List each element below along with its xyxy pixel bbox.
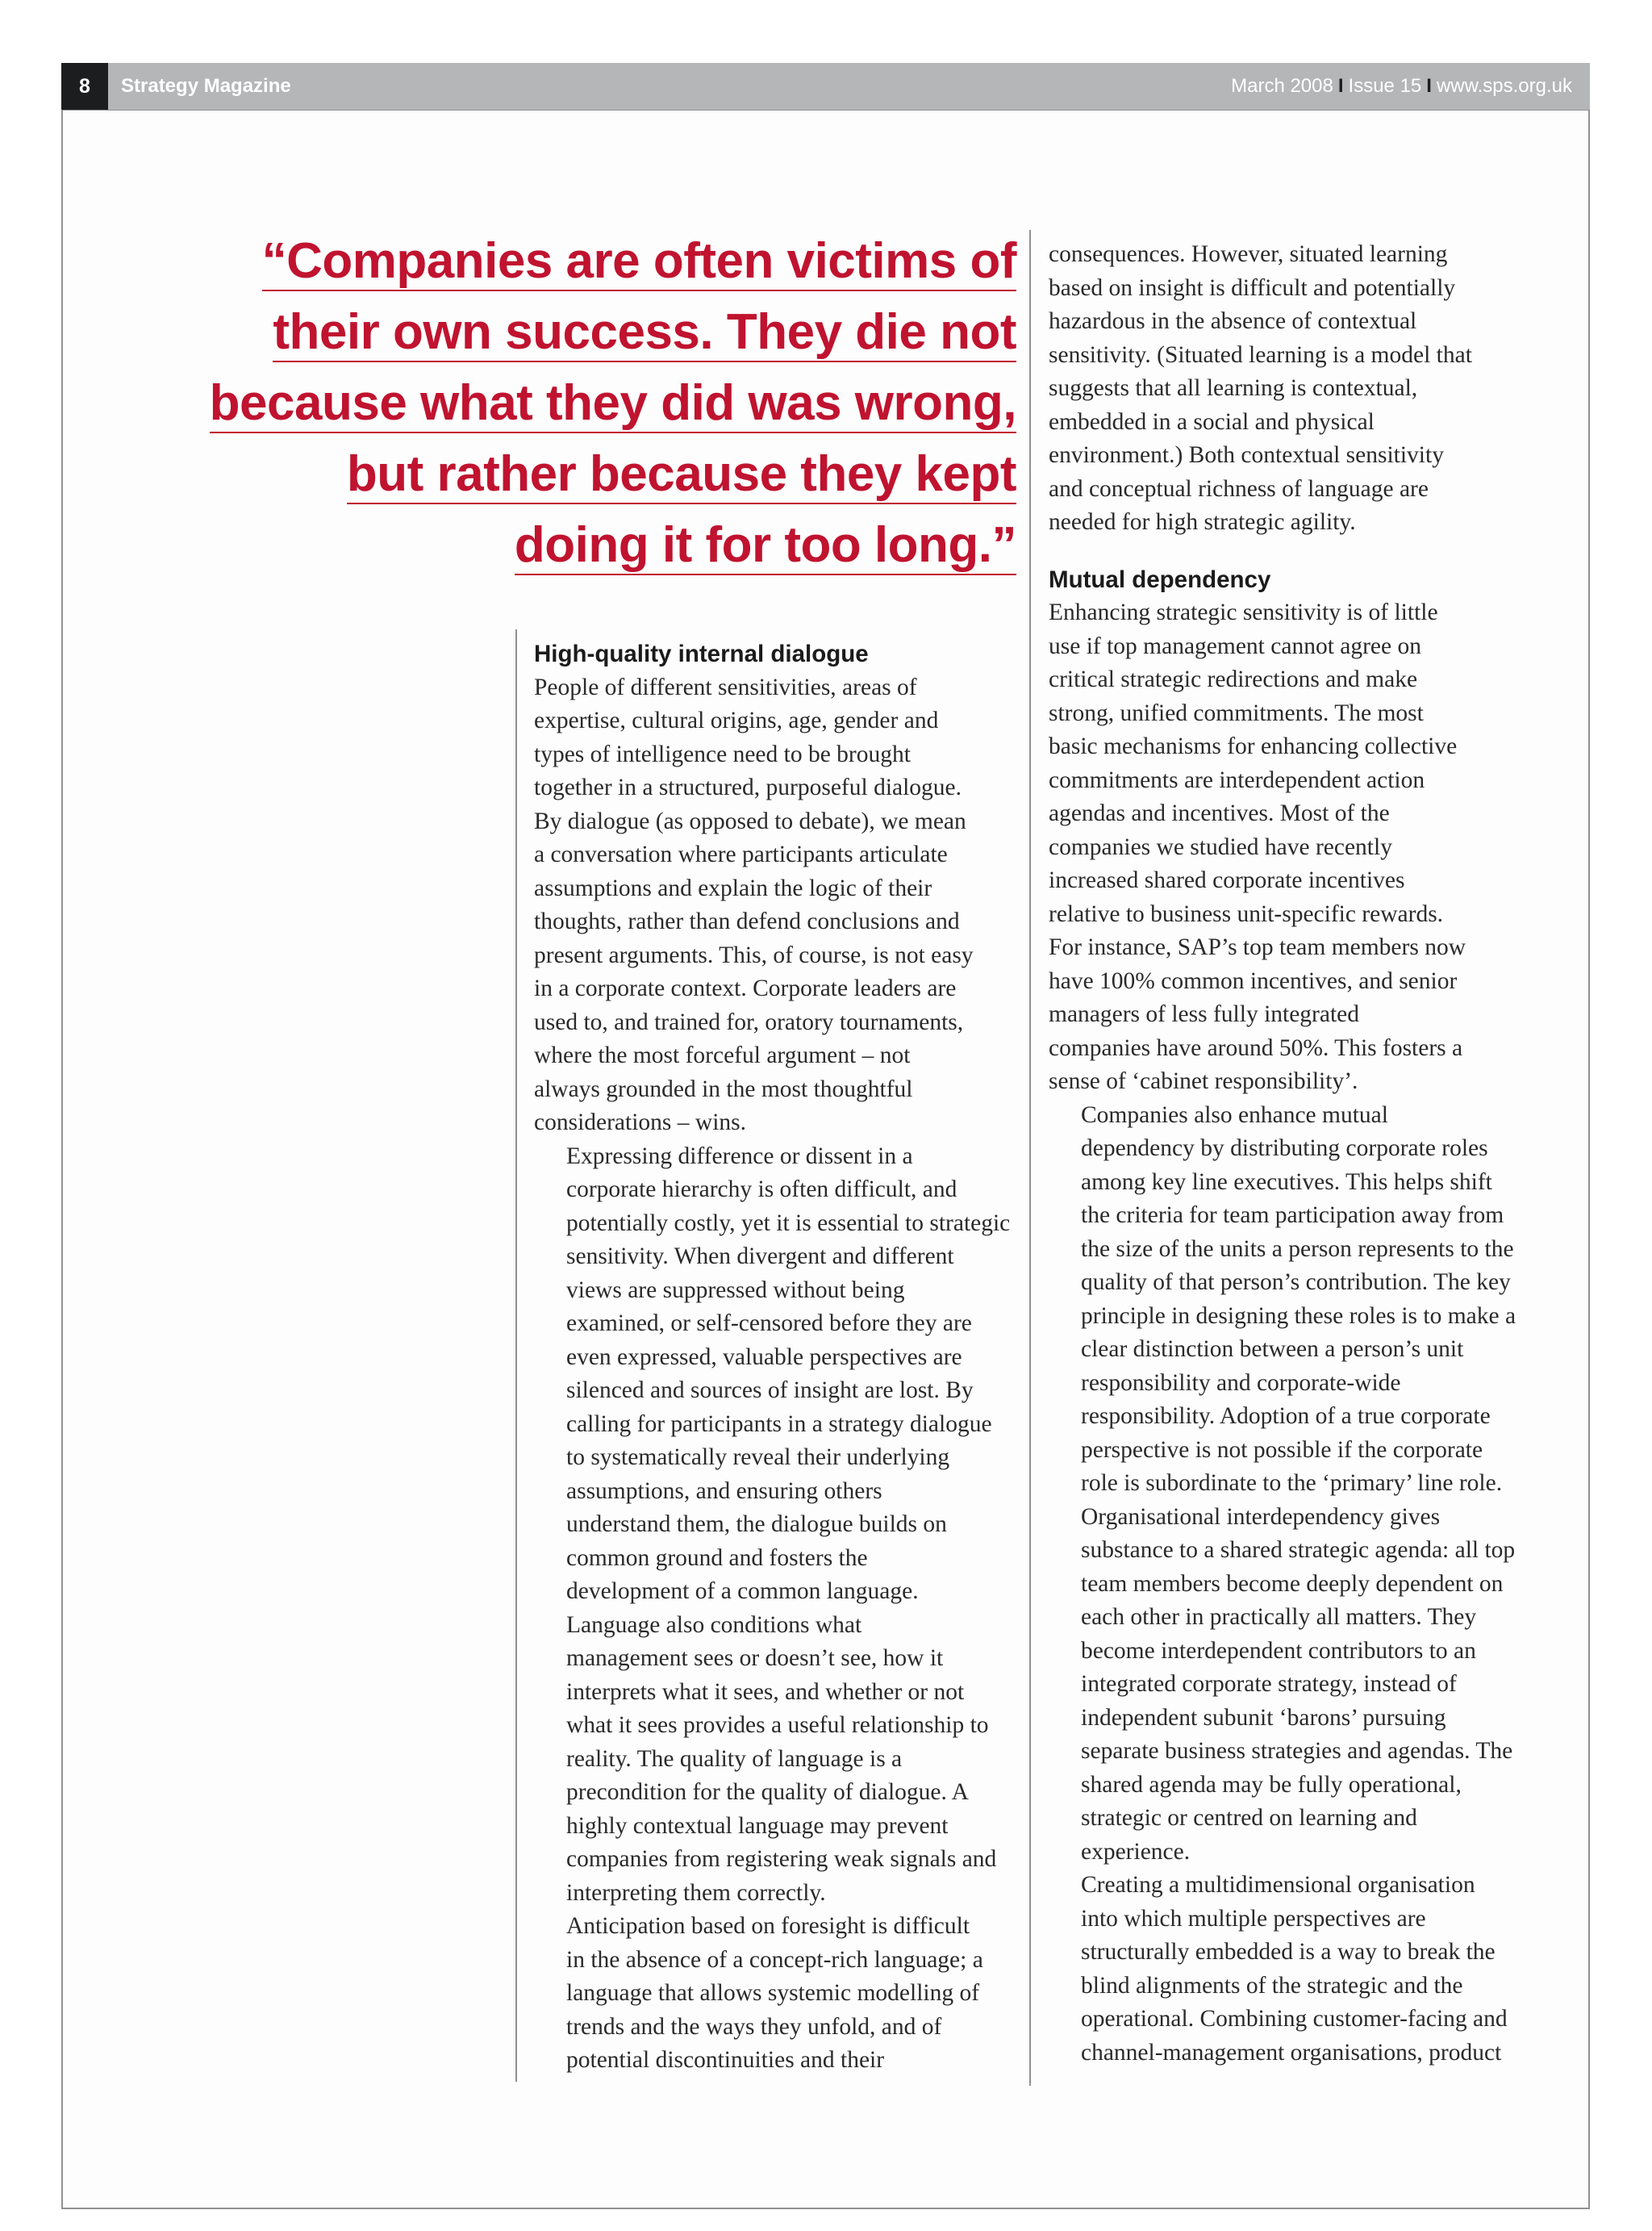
text-line: Organisational interdependency gives: [1081, 1503, 1441, 1530]
issue-date: March 2008: [1231, 75, 1333, 97]
pull-quote-line: “Companies are often victims of: [262, 233, 1016, 291]
text-line: always grounded in the most thoughtful: [534, 1076, 913, 1102]
text-line: development of a common language.: [566, 1578, 919, 1604]
header-bar: [61, 63, 1590, 111]
pull-quote-line: but rather because they kept: [347, 446, 1016, 504]
text-line: sensitivity. When divergent and different: [566, 1243, 954, 1269]
text-line: Enhancing strategic sensitivity is of little: [1049, 600, 1438, 625]
text-line: assumptions and explain the logic of their: [534, 875, 932, 901]
issue-info: [1231, 63, 1572, 110]
text-line: views are suppressed without being: [566, 1276, 905, 1303]
text-line: relative to business unit-specific rewards.: [1049, 900, 1444, 927]
text-line: present arguments. This, of course, is not easy: [534, 942, 974, 968]
paragraph: [1049, 1869, 1533, 2070]
magazine-title: Strategy Magazine: [121, 75, 291, 97]
text-line: shared agenda may be fully operational,: [1081, 1771, 1462, 1798]
text-line: clear distinction between a person’s unit: [1081, 1336, 1464, 1362]
text-line: used to, and trained for, oratory tournaments,: [534, 1009, 964, 1035]
text-line: what it sees provides a useful relationship to: [566, 1712, 989, 1738]
text-line: critical strategic redirections and make: [1049, 666, 1418, 692]
text-line: interpreting them correctly.: [566, 1879, 826, 1906]
text-line: together in a structured, purposeful dialogue.: [534, 775, 962, 800]
text-line: common ground and fosters the: [566, 1544, 868, 1571]
text-line: quality of that person’s contribution. The key: [1081, 1269, 1511, 1295]
text-line: expertise, cultural origins, age, gender and: [534, 708, 939, 733]
text-line: independent subunit ‘barons’ pursuing: [1081, 1704, 1446, 1731]
paragraph: [534, 1609, 1018, 1911]
text-line: perspective is not possible if the corporate: [1081, 1436, 1483, 1463]
text-line: managers of less fully integrated: [1049, 1001, 1360, 1027]
text-line: People of different sensitivities, areas of: [534, 674, 917, 700]
text-line: understand them, the dialogue builds on: [566, 1511, 947, 1537]
text-line: By dialogue (as opposed to debate), we mean: [534, 808, 966, 834]
separator: I: [1426, 75, 1432, 97]
text-line: structurally embedded is a way to break the: [1081, 1939, 1496, 1965]
pull-quote-line: their own success. They die not: [273, 304, 1016, 362]
text-line: potentially costly, yet it is essential to strategic: [566, 1210, 1011, 1236]
text-line: companies have around 50%. This fosters a: [1049, 1034, 1463, 1061]
text-line: precondition for the quality of dialogue. A: [566, 1779, 969, 1805]
text-line: strategic or centred on learning and: [1081, 1805, 1417, 1831]
text-line: examined, or self-censored before they are: [566, 1310, 972, 1336]
text-line: needed for high strategic agility.: [1049, 509, 1356, 535]
text-line: thoughts, rather than defend conclusions and: [534, 909, 960, 934]
text-line: each other in practically all matters. They: [1081, 1604, 1477, 1630]
text-line: embedded in a social and physical: [1049, 408, 1375, 435]
text-line: in the absence of a concept-rich language; a: [566, 1946, 983, 1973]
text-line: in a corporate context. Corporate leaders are: [534, 976, 957, 1001]
separator: I: [1337, 75, 1344, 97]
text-line: the size of the units a person represents to the: [1081, 1235, 1514, 1262]
paragraph: [534, 1140, 1018, 1609]
text-line: substance to a shared strategic agenda: all top: [1081, 1537, 1516, 1563]
text-line: have 100% common incentives, and senior: [1049, 967, 1458, 994]
text-line: Companies also enhance mutual: [1081, 1101, 1388, 1128]
text-line: among key line executives. This helps shift: [1081, 1168, 1492, 1195]
text-line: commitments are interdependent action: [1049, 767, 1425, 793]
text-line: For instance, SAP’s top team members now: [1049, 934, 1466, 960]
text-line: strong, unified commitments. The most: [1049, 700, 1424, 726]
pull-quote: [97, 226, 1016, 581]
text-line: dependency by distributing corporate roles: [1081, 1135, 1488, 1161]
text-line: and conceptual richness of language are: [1049, 475, 1429, 502]
text-line: channel-management organisations, product: [1081, 2039, 1502, 2066]
text-line: companies from registering weak signals and: [566, 1846, 997, 1872]
paragraph: [1049, 1501, 1533, 1870]
website-link[interactable]: www.sps.org.uk: [1436, 75, 1572, 97]
text-line: operational. Combining customer-facing and: [1081, 2006, 1508, 2032]
column-rule-middle: [1029, 230, 1031, 2086]
text-line: environment.) Both contextual sensitivity: [1049, 442, 1444, 468]
paragraph: [1049, 238, 1533, 540]
section-heading: High-quality internal dialogue: [534, 641, 869, 667]
paragraph: [1049, 1099, 1533, 1501]
text-line: trends and the ways they unfold, and of: [566, 2013, 942, 2040]
text-line: become interdependent contributors to an: [1081, 1637, 1476, 1664]
text-line: where the most forceful argument – not: [534, 1042, 911, 1068]
paragraph: [534, 671, 1018, 1140]
text-line: Creating a multidimensional organisation: [1081, 1872, 1475, 1898]
text-line: silenced and sources of insight are lost. By: [566, 1377, 974, 1403]
text-line: principle in designing these roles is to make a: [1081, 1302, 1516, 1329]
text-line: increased shared corporate incentives: [1049, 867, 1405, 893]
text-line: the criteria for team participation away from: [1081, 1202, 1504, 1228]
column-rule-left: [515, 629, 517, 2082]
text-line: basic mechanisms for enhancing collective: [1049, 733, 1458, 759]
text-line: team members become deeply dependent on: [1081, 1570, 1504, 1597]
text-line: agendas and incentives. Most of the: [1049, 800, 1390, 826]
text-line: highly contextual language may prevent: [566, 1812, 949, 1839]
text-line: sensitivity. (Situated learning is a model that: [1049, 341, 1472, 368]
text-line: Language also conditions what: [566, 1611, 862, 1638]
pull-quote-line: doing it for too long.”: [515, 517, 1016, 575]
text-line: corporate hierarchy is often difficult, and: [566, 1176, 957, 1202]
text-line: Expressing difference or dissent in a: [566, 1143, 913, 1169]
text-line: sense of ‘cabinet responsibility’.: [1049, 1068, 1358, 1094]
text-line: hazardous in the absence of contextual: [1049, 308, 1417, 334]
text-line: companies we studied have recently: [1049, 833, 1392, 860]
text-line: considerations – wins.: [534, 1109, 747, 1135]
paragraph: [534, 1910, 1018, 2078]
text-line: separate business strategies and agendas. The: [1081, 1738, 1513, 1764]
text-line: even expressed, valuable perspectives are: [566, 1343, 962, 1370]
paragraph: [1049, 596, 1533, 1099]
text-line: calling for participants in a strategy dialogue: [566, 1410, 992, 1437]
text-line: potential discontinuities and their: [566, 2047, 885, 2073]
text-line: role is subordinate to the ‘primary’ line role.: [1081, 1470, 1503, 1496]
text-line: experience.: [1081, 1838, 1191, 1865]
text-line: Anticipation based on foresight is difficult: [566, 1913, 970, 1939]
page-number: 8: [61, 63, 108, 110]
pull-quote-line: because what they did was wrong,: [210, 375, 1016, 433]
text-line: responsibility and corporate-wide: [1081, 1369, 1401, 1396]
text-line: responsibility. Adoption of a true corporate: [1081, 1403, 1491, 1429]
text-line: suggests that all learning is contextual,: [1049, 375, 1418, 401]
article-column-2: [1049, 238, 1533, 2070]
text-line: reality. The quality of language is a: [566, 1745, 903, 1772]
text-line: assumptions, and ensuring others: [566, 1477, 882, 1504]
text-line: use if top management cannot agree on: [1049, 633, 1421, 659]
issue-number: Issue 15: [1348, 75, 1422, 97]
text-line: to systematically reveal their underlying: [566, 1444, 950, 1470]
text-line: a conversation where participants articulate: [534, 842, 948, 867]
text-line: blind alignments of the strategic and the: [1081, 1972, 1463, 1999]
text-line: integrated corporate strategy, instead of: [1081, 1671, 1457, 1697]
spacer: [1049, 540, 1533, 563]
text-line: types of intelligence need to be brought: [534, 741, 911, 767]
section-heading: Mutual dependency: [1049, 566, 1271, 593]
article-column-1: [534, 637, 1018, 2078]
text-line: management sees or doesn’t see, how it: [566, 1645, 944, 1671]
text-line: interprets what it sees, and whether or not: [566, 1678, 965, 1705]
text-line: language that allows systemic modelling of: [566, 1980, 980, 2006]
text-line: consequences. However, situated learning: [1049, 241, 1448, 267]
text-line: based on insight is difficult and potentially: [1049, 274, 1456, 301]
text-line: into which multiple perspectives are: [1081, 1905, 1426, 1932]
